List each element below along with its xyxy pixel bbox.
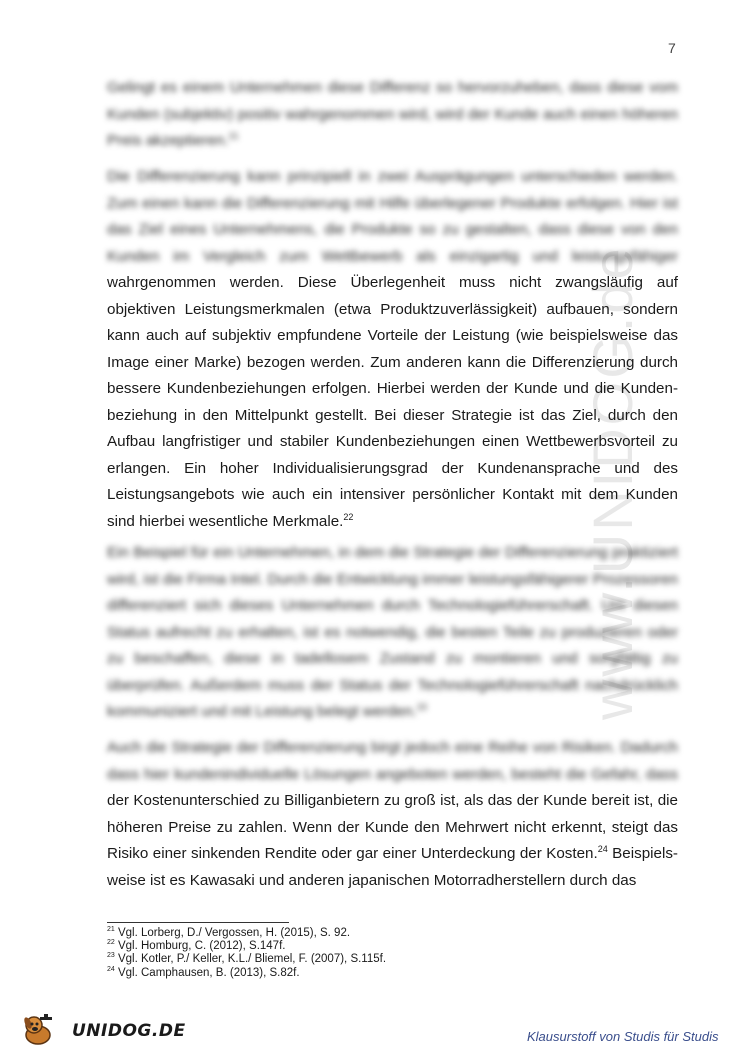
footnote-ref-22: 22 [343, 511, 354, 522]
footnote-22: $^{22}$ Vgl. Homburg, C. (2012), S.147f. [107, 939, 286, 953]
footnote-ref-24: 24 [597, 843, 608, 854]
paragraph-2-blurred-text: Die Differenzierung kann prinzipiell in zwei Ausprägungen unterschieden werden. Zum einen kann die Differenzierung mit Hilfe überlegener Produkte erfolgen. Hier ist das Ziel eines Unternehmens, die Produkte so zu gestalten, dass diese von den Kunden im Vergleich zum Wettbewerb als einzigartig und leistungsfähiger [107, 168, 678, 265]
page-number: 7 [668, 40, 676, 56]
paragraph-1-text: Gelingt es einem Unternehmen diese Differenz so hervorzuheben, dass diese vom Kunden (subjektiv) positiv wahrgenommen wird, wird der Kunde auch einen höheren Preis akzeptieren. [107, 79, 678, 149]
logo-text: UNIDOG.DE [72, 1021, 186, 1041]
dog-mascot-icon [20, 1013, 60, 1047]
tagline: Klausurstoff von Studis für Studis [527, 1029, 719, 1044]
footnote-rule [107, 922, 289, 923]
paragraph-2-text: wahrgenommen werden. Diese Überlegenheit muss nicht zwangsläufig auf objektiven Leistungsmerkmalen (etwa Produktzuverlässigkeit) aufbauen, sondern kann auch auf subjektiv empfundene Vorteile der Leistung (wie beispielsweise das Image einer Marke) bezogen werden. Zum anderen kann die Differenzierung durch bessere Kundenbeziehungen erfolgen. Hierbei werden der Kunde und die Kunden-beziehung in den Mittelpunkt gestellt. Bei dieser Strategie ist das Ziel, durch den Aufbau langfristiger und stabiler Kundenbeziehungen einen Wettbewerbsvorteil zu erlangen. Ein hoher Individualisierungsgrad der Kundenansprache und des Leistungsangebots wie auch ein intensiver persönlicher Kontakt mit dem Kunden sind hierbei wesentliche Merkmale. [107, 274, 678, 530]
paragraph-3 [107, 540, 678, 726]
paragraph-4-blurred-text: Auch die Strategie der Differenzierung birgt jedoch eine Reihe von Risiken. Dadurch dass hier kundenindividuelle Lösungen angeboten werden, besteht die Gefahr, dass [107, 739, 678, 783]
footnote-21: $^{21}$ Vgl. Lorberg, D./ Vergossen, H. (2015), S. 92. [107, 926, 351, 939]
footnote-ref-23: 23 [416, 701, 427, 712]
unidog-logo[interactable] [20, 1013, 186, 1045]
paragraph-3-text: Ein Beispiel für ein Unternehmen, in dem die Strategie der Differenzierung praktiziert wird, ist die Firma Intel. Durch die Entwicklung immer leistungsfähigerer Prozessoren differenziert sich dieses Unternehmen durch Technologieführerschaft. Um diesen Status aufrecht zu erhalten, ist es notwendig, die besten Teile zu produzieren oder zu beschaffen, diese in tadellosem Zustand zu montieren und sorgfältig zu überprüfen. Außerdem muss der Status der Technologieführerschaft nachdrücklich kommuniziert und mit Leistung belegt werden. [107, 544, 678, 720]
paragraph-2 [107, 164, 678, 535]
watermark: www.UNIDOG.de [581, 245, 644, 720]
footnote-24: $^{24}$ Vgl. Camphausen, B. (2013), S.82f. [107, 965, 300, 979]
paragraph-4-text: der Kostenunterschied zu Billiganbietern zu groß ist, als das der Kunde bereit ist, die höheren Preise zu zahlen. Wenn der Kunde den Mehrwert nicht erkennt, steigt das Risiko einer sinkenden Rendite oder gar einer Unterdeckung der Kosten. [107, 792, 678, 862]
paragraph-4-text-continued: Beispiels-weise ist es Kawasaki und anderen japanischen Motorradherstellern durch das [107, 845, 678, 889]
paragraph-4 [107, 735, 678, 894]
footnote-23: $^{23}$ Vgl. Kotler, P./ Keller, K.L./ Bliemel, F. (2007), S.115f. [107, 952, 387, 966]
footnotes [107, 927, 386, 980]
footnote-ref-21: 21 [228, 130, 239, 141]
paragraph-1 [107, 75, 678, 155]
